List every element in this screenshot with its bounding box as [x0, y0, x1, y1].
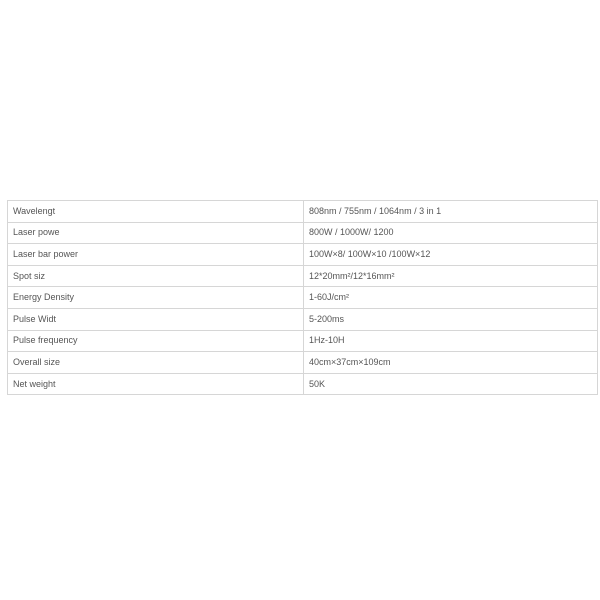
table-row: [8, 222, 598, 244]
table-row: [8, 265, 598, 287]
spec-value: 1Hz-10H: [304, 330, 598, 352]
spec-value: 50K: [304, 373, 598, 395]
spec-label: Overall size: [8, 352, 304, 374]
table-row: [8, 373, 598, 395]
spec-label: Laser powe: [8, 222, 304, 244]
spec-label: Spot siz: [8, 265, 304, 287]
spec-label: Pulse frequency: [8, 330, 304, 352]
spec-value: 12*20mm²/12*16mm²: [304, 265, 598, 287]
spec-value: 800W / 1000W/ 1200: [304, 222, 598, 244]
spec-value: 1-60J/cm²: [304, 287, 598, 309]
spec-value: 100W×8/ 100W×10 /100W×12: [304, 244, 598, 266]
table-row: [8, 308, 598, 330]
spec-label: Laser bar power: [8, 244, 304, 266]
spec-label: Energy Density: [8, 287, 304, 309]
spec-label: Net weight: [8, 373, 304, 395]
spec-table: [7, 200, 598, 395]
spec-label: Pulse Widt: [8, 308, 304, 330]
spec-value: 40cm×37cm×109cm: [304, 352, 598, 374]
table-row: [8, 352, 598, 374]
table-row: [8, 201, 598, 223]
table-row: [8, 330, 598, 352]
table-row: [8, 287, 598, 309]
table-row: [8, 244, 598, 266]
spec-label: Wavelengt: [8, 201, 304, 223]
spec-value: 808nm / 755nm / 1064nm / 3 in 1: [304, 201, 598, 223]
spec-value: 5-200ms: [304, 308, 598, 330]
